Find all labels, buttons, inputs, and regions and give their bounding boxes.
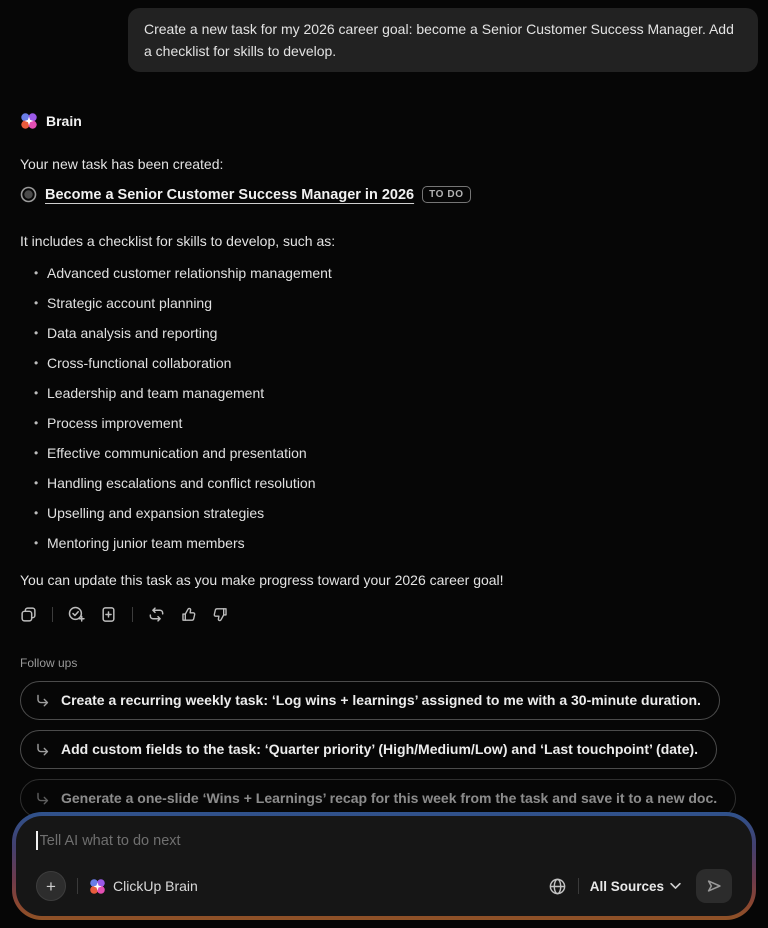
checklist-item: • Mentoring junior team members xyxy=(34,528,758,558)
assistant-header xyxy=(20,112,758,130)
sources-label: All Sources xyxy=(589,878,664,894)
attach-plus-button[interactable]: + xyxy=(36,871,66,901)
user-message-text: Create a new task for my 2026 career goal: become a Senior Customer Success Manager. Add a checklist for skills to develop. xyxy=(144,21,734,59)
followup-text: Generate a one-slide ‘Wins + Learnings’ recap for this week from the task and save it to a new doc. xyxy=(61,790,718,806)
send-button[interactable] xyxy=(696,869,732,903)
followup-text: Create a recurring weekly task: ‘Log wins + learnings’ assigned to me with a 30-minute duration. xyxy=(61,692,701,708)
web-search-globe-icon[interactable] xyxy=(548,877,567,896)
toolbar-divider xyxy=(52,607,53,622)
task-created-text: Your new task has been created: xyxy=(20,156,224,172)
checklist-item: • Cross-functional collaboration xyxy=(34,348,758,378)
ai-prompt-input[interactable] xyxy=(40,833,733,849)
followup-arrow-icon xyxy=(35,791,50,806)
text-caret xyxy=(36,831,38,850)
skills-checklist xyxy=(20,258,758,558)
followup-arrow-icon xyxy=(35,693,50,708)
checklist-item: • Upselling and expansion strategies xyxy=(34,498,758,528)
assistant-name: Brain xyxy=(46,113,82,129)
checklist-intro-text: It includes a checklist for skills to develop, such as: xyxy=(20,233,336,249)
task-link-row xyxy=(20,186,758,203)
composer-divider xyxy=(578,878,579,894)
composer-left-group xyxy=(36,871,198,901)
response-toolbar xyxy=(20,604,758,624)
chevron-down-icon xyxy=(670,882,681,890)
outro-text: You can update this task as you make progress toward your 2026 career goal! xyxy=(20,572,504,588)
composer-divider xyxy=(77,878,78,894)
checklist-item: • Handling escalations and conflict resolution xyxy=(34,468,758,498)
add-to-doc-icon[interactable] xyxy=(100,606,117,623)
thumbs-down-icon[interactable] xyxy=(212,606,229,623)
clickup-brain-logo-icon xyxy=(89,878,106,895)
composer-gradient-border xyxy=(12,812,756,920)
followups-label: Follow ups xyxy=(20,656,78,670)
checklist-item: • Effective communication and presentation xyxy=(34,438,758,468)
checklist-item: • Process improvement xyxy=(34,408,758,438)
task-title-link[interactable]: Become a Senior Customer Success Manager in 2026 xyxy=(45,186,415,203)
copy-icon[interactable] xyxy=(20,606,37,623)
followup-arrow-icon xyxy=(35,742,50,757)
user-message-bubble xyxy=(128,8,758,72)
checklist-item: • Data analysis and reporting xyxy=(34,318,758,348)
task-status-icon xyxy=(20,186,37,203)
composer-toolbar xyxy=(36,869,732,903)
sources-dropdown[interactable] xyxy=(590,879,681,894)
assistant-response xyxy=(20,112,758,818)
followup-button-1[interactable] xyxy=(20,681,720,720)
brain-logo-icon xyxy=(20,112,38,130)
composer-right-group xyxy=(548,869,732,903)
regenerate-icon[interactable] xyxy=(148,606,165,623)
prompt-row xyxy=(36,831,732,850)
followup-text: Add custom fields to the task: ‘Quarter priority’ (High/Medium/Low) and ‘Last touchpoint’ (date). xyxy=(61,741,699,757)
brand-label: ClickUp Brain xyxy=(113,878,198,894)
toolbar-divider xyxy=(132,607,133,622)
brain-model-selector[interactable] xyxy=(89,878,198,895)
task-status-badge: TO DO xyxy=(422,186,470,203)
checklist-item: • Strategic account planning xyxy=(34,288,758,318)
checklist-item: • Leadership and team management xyxy=(34,378,758,408)
thumbs-up-icon[interactable] xyxy=(180,606,197,623)
create-task-icon[interactable] xyxy=(68,606,85,623)
ai-composer xyxy=(16,816,752,916)
checklist-item: • Advanced customer relationship management xyxy=(34,258,758,288)
followup-button-2[interactable] xyxy=(20,730,717,769)
